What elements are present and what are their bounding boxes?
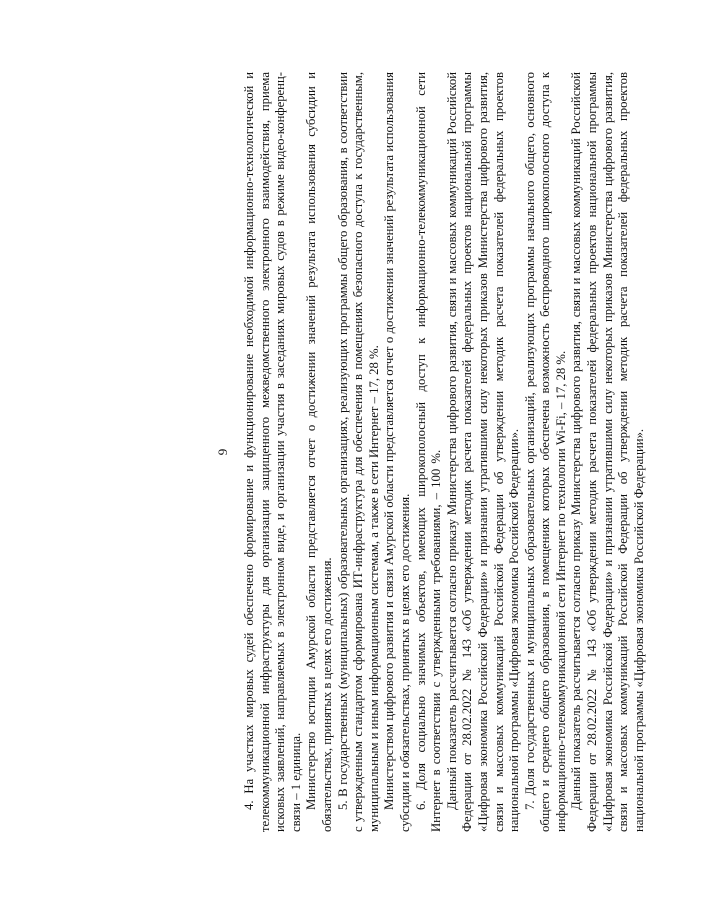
page-number: 9: [215, 448, 230, 456]
paragraph-2: Министерство юстиции Амурской области представляется отчет о достижении значений результата использования субсидии и обязательствах, принятых в целях его достижения.: [304, 72, 334, 832]
paragraph-4: Министерством цифрового развития и связи Амурской области представляется отчет о достижении значений результата использования субсидии и обязательствах, принятых в целях его достижения.: [382, 72, 412, 832]
paragraph-6: Данный показатель рассчитывается согласно приказу Министерства цифрового развития, связи и массовых коммуникаций Российской Федерации от 28.02.2022 № 143 «Об утверждении методик расчета показателей федеральных проектов национальной программы «Цифровая экономика Российской Федерации» и признании утратившими силу некоторых приказов Министерства цифрового развития, связи и массовых коммуникаций Российской Федерации об утверждении методик расчета показателей федеральных проектов национальной программы «Цифровая экономика Российской Федерации».: [444, 72, 522, 832]
paragraph-3: 5. В государственных (муниципальных) образовательных организациях, реализующих программы общего образования, в соответствии с утвержденным стандартом сформирована ИТ-инфраструктура для обеспечения в помещениях безопасного доступа к государственным, муниципальным и иным информационным системам, а также в сети Интернет – 17, 28 %.: [335, 72, 381, 832]
paragraph-5: 6. Доля социально значимых объектов, имеющих широкополосный доступ к информационно-телекоммуникационной сети Интернет в соответствии с утвержденными требованиями, – 100 %.: [413, 72, 444, 832]
paragraph-1: 4. На участках мировых судей обеспечено формирование и функционирование необходимой информационно-технологической и телекоммуникационной инфраструктуры для организации защищенного межведомственного электронного взаимодействия, приема исковых заявлений, направляемых в электронном виде, и организации участия в заседаниях мировых судов в режиме видео-конференц-связи – 1 единица.: [242, 72, 303, 832]
paragraph-8: Данный показатель рассчитывается согласно приказу Министерства цифрового развития, связи и массовых коммуникаций Российской Федерации от 28.02.2022 № 143 «Об утверждении методик расчета показателей федеральных проектов национальной программы «Цифровая экономика Российской Федерации» и признании утратившими силу некоторых приказов Министерства цифрового развития, связи и массовых коммуникаций Российской Федерации об утверждении методик расчета показателей федеральных проектов национальной программы «Цифровая экономика Российской Федерации».: [569, 72, 646, 832]
rotated-text-frame: [208, 72, 708, 832]
paragraph-7: 7. Доля государственных и муниципальных образовательных организаций, реализующих программы начального общего, основного общего и среднего общего образования, в помещениях которых обеспечена возможность беспроводного широкополосного доступа к информационно-телекоммуникационной сети Интернет по технологии Wi-Fi, – 17, 28 %.: [522, 72, 568, 832]
